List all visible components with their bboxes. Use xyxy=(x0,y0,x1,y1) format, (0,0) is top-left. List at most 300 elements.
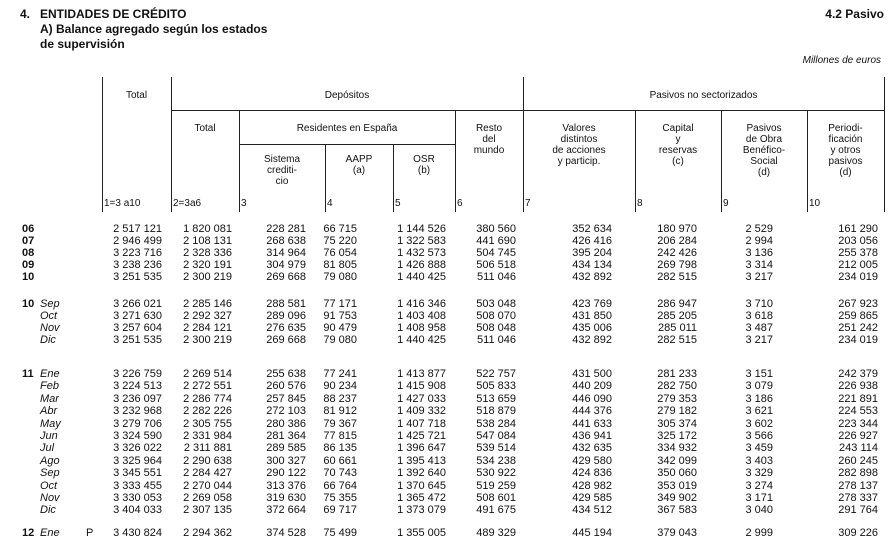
units-label: Millones de euros xyxy=(802,55,881,66)
table-row xyxy=(0,467,893,479)
table-row xyxy=(0,271,893,283)
row-month: Ene xyxy=(40,527,60,539)
subtitle-line-1: A) Balance agregado según los estados xyxy=(40,22,268,36)
header-periodificacion xyxy=(807,123,884,178)
cell-value: 3 618 xyxy=(745,310,773,322)
cell-value: 234 019 xyxy=(838,271,878,283)
cell-value: 440 209 xyxy=(572,380,612,393)
cell-value: 79 080 xyxy=(323,334,357,346)
cell-value: 2 300 219 xyxy=(183,271,232,283)
cell-value: 81 912 xyxy=(323,405,357,418)
cell-value: 325 172 xyxy=(657,430,697,442)
cell-value: 79 080 xyxy=(323,271,357,283)
cell-value: 3 136 xyxy=(745,247,773,259)
cell-value: 221 891 xyxy=(838,392,878,405)
cell-value: 279 353 xyxy=(657,392,697,405)
label-line: Capital xyxy=(662,123,694,134)
row-month: Nov xyxy=(40,322,60,334)
table-row xyxy=(0,455,893,467)
label-line: cio xyxy=(275,176,289,187)
cell-value: 69 717 xyxy=(323,504,357,517)
table-row xyxy=(0,504,893,516)
cell-value: 1 365 472 xyxy=(397,492,446,504)
header-capital xyxy=(635,123,721,167)
cell-value: 538 284 xyxy=(476,417,516,430)
cell-value: 242 426 xyxy=(657,247,697,259)
cell-value: 255 638 xyxy=(266,368,306,380)
cell-value: 436 941 xyxy=(572,430,612,442)
label-line: Sistema xyxy=(263,154,301,165)
cell-value: 3 274 xyxy=(745,479,773,492)
cell-value: 2 285 146 xyxy=(183,298,232,310)
label-line: distintos xyxy=(560,134,598,145)
row-year: 06 xyxy=(22,223,35,235)
cell-value: 334 932 xyxy=(657,442,697,455)
table-row xyxy=(0,235,893,247)
row-month: Oct xyxy=(40,310,58,322)
label-line: (b) xyxy=(417,165,431,176)
cell-value: 76 054 xyxy=(323,247,357,259)
column-number: 2=3a6 xyxy=(173,198,202,209)
cell-value: 251 242 xyxy=(838,322,878,334)
cell-value: 3 251 535 xyxy=(113,334,162,346)
cell-value: 90 479 xyxy=(323,322,357,334)
table-row xyxy=(0,259,893,271)
label-line: (d) xyxy=(839,167,852,178)
row-month: Ene xyxy=(40,368,60,380)
header-sistema-crediticio xyxy=(239,154,325,187)
row-month: Abr xyxy=(40,405,58,418)
cell-value: 441 690 xyxy=(476,235,516,247)
label-line: Benéfico- xyxy=(742,145,786,156)
cell-value: 2 292 327 xyxy=(183,310,232,322)
cell-value: 2 272 551 xyxy=(183,380,232,393)
cell-value: 431 850 xyxy=(572,310,612,322)
cell-value: 1 403 408 xyxy=(397,310,446,322)
row-month: Nov xyxy=(40,492,60,504)
row-month: Jul xyxy=(40,442,55,455)
label-line: y particip. xyxy=(557,156,601,167)
cell-value: 1 413 877 xyxy=(397,368,446,380)
cell-value: 228 281 xyxy=(266,223,306,235)
cell-value: 3 330 053 xyxy=(113,492,162,504)
row-month: Dic xyxy=(40,334,56,346)
row-year: 12 xyxy=(22,527,35,539)
cell-value: 349 902 xyxy=(657,492,697,504)
cell-value: 282 515 xyxy=(657,271,697,283)
cell-value: 3 404 033 xyxy=(113,504,162,517)
cell-value: 255 378 xyxy=(838,247,878,259)
cell-value: 428 982 xyxy=(572,479,612,492)
column-number: 10 xyxy=(809,198,821,209)
cell-value: 281 233 xyxy=(657,368,697,380)
cell-value: 3 345 551 xyxy=(113,467,162,480)
cell-value: 3 314 xyxy=(745,259,773,271)
cell-value: 2 328 336 xyxy=(183,247,232,259)
header-osr xyxy=(393,154,455,176)
cell-value: 423 769 xyxy=(572,298,612,310)
cell-value: 224 553 xyxy=(838,405,878,418)
cell-value: 2 284 121 xyxy=(183,322,232,334)
header-depositos: Depósitos xyxy=(324,90,370,101)
cell-value: 2 282 226 xyxy=(183,405,232,418)
cell-value: 1 392 640 xyxy=(397,467,446,480)
cell-value: 226 927 xyxy=(838,430,878,442)
cell-value: 491 675 xyxy=(476,504,516,517)
row-month: May xyxy=(40,417,61,430)
divider xyxy=(171,110,885,111)
cell-value: 431 500 xyxy=(572,368,612,380)
cell-value: 286 947 xyxy=(657,298,697,310)
label-line: y otros xyxy=(830,145,861,156)
cell-value: 2 300 219 xyxy=(183,334,232,346)
cell-value: 75 220 xyxy=(323,235,357,247)
cell-value: 3 151 xyxy=(745,368,773,380)
cell-value: 445 194 xyxy=(572,527,612,539)
row-month: Feb xyxy=(40,380,59,393)
cell-value: 282 898 xyxy=(838,467,878,480)
cell-value: 534 238 xyxy=(476,454,516,467)
label-line: de acciones xyxy=(552,145,606,156)
column-number: 4 xyxy=(327,198,333,209)
cell-value: 395 204 xyxy=(572,247,612,259)
cell-value: 511 046 xyxy=(477,334,516,346)
subtitle-line-2: de supervisión xyxy=(40,37,125,51)
cell-value: 539 514 xyxy=(476,442,516,455)
table-row xyxy=(0,430,893,442)
cell-value: 2 305 755 xyxy=(183,417,232,430)
cell-value: 2 294 362 xyxy=(183,527,232,539)
cell-value: 530 922 xyxy=(476,467,516,480)
table-row xyxy=(0,480,893,492)
cell-value: 285 205 xyxy=(657,310,697,322)
table-row xyxy=(0,310,893,322)
cell-value: 66 764 xyxy=(323,479,357,492)
label-line: AAPP xyxy=(345,154,373,165)
cell-value: 2 269 514 xyxy=(183,368,232,380)
cell-value: 2 290 638 xyxy=(183,454,232,467)
cell-value: 1 395 413 xyxy=(397,454,446,467)
table-row xyxy=(0,393,893,405)
header-aapp xyxy=(325,154,393,176)
cell-value: 3 602 xyxy=(745,417,773,430)
column-number: 5 xyxy=(395,198,401,209)
cell-value: 313 376 xyxy=(266,479,306,492)
label-line: Resto xyxy=(475,123,503,134)
cell-value: 289 096 xyxy=(266,310,306,322)
cell-value: 309 226 xyxy=(838,527,878,539)
label-line: mundo xyxy=(473,145,505,156)
cell-value: 1 373 079 xyxy=(397,504,446,517)
row-year: 09 xyxy=(22,259,35,271)
cell-value: 2 269 058 xyxy=(183,492,232,504)
cell-value: 522 757 xyxy=(476,368,516,380)
cell-value: 1 427 033 xyxy=(397,392,446,405)
cell-value: 319 630 xyxy=(266,492,306,504)
cell-value: 1 432 573 xyxy=(397,247,446,259)
column-number: 1=3 a10 xyxy=(104,198,141,209)
cell-value: 88 237 xyxy=(323,392,357,405)
label-line: Periodi- xyxy=(828,123,863,134)
cell-value: 3 333 455 xyxy=(113,479,162,492)
cell-value: 291 764 xyxy=(838,504,878,517)
row-month: Sep xyxy=(40,467,60,480)
cell-value: 424 836 xyxy=(572,467,612,480)
column-number: 6 xyxy=(457,198,463,209)
cell-value: 234 019 xyxy=(838,334,878,346)
cell-value: 77 241 xyxy=(323,368,357,380)
cell-value: 519 259 xyxy=(476,479,516,492)
label-line: OSR xyxy=(413,154,435,165)
cell-value: 304 979 xyxy=(266,259,306,271)
cell-value: 60 661 xyxy=(323,454,357,467)
table-row xyxy=(0,405,893,417)
cell-value: 3 079 xyxy=(745,380,773,393)
cell-value: 429 585 xyxy=(572,492,612,504)
cell-value: 242 379 xyxy=(838,368,878,380)
cell-value: 269 668 xyxy=(266,334,306,346)
divider xyxy=(239,144,455,145)
section-number: 4. xyxy=(20,7,31,21)
cell-value: 518 879 xyxy=(476,405,516,418)
cell-value: 444 376 xyxy=(572,405,612,418)
title: ENTIDADES DE CRÉDITO xyxy=(40,7,187,21)
row-month: Sep xyxy=(40,298,60,310)
cell-value: 372 664 xyxy=(266,504,306,517)
cell-value: 503 048 xyxy=(476,298,516,310)
cell-value: 3 326 022 xyxy=(113,442,162,455)
cell-value: 374 528 xyxy=(266,527,306,539)
cell-value: 257 845 xyxy=(266,392,306,405)
cell-value: 203 056 xyxy=(838,235,878,247)
row-month: Oct xyxy=(40,479,58,492)
table-row xyxy=(0,492,893,504)
cell-value: 280 386 xyxy=(266,417,306,430)
cell-value: 3 251 535 xyxy=(113,271,162,283)
cell-value: 1 415 908 xyxy=(397,380,446,393)
cell-value: 434 512 xyxy=(572,504,612,517)
cell-value: 432 635 xyxy=(572,442,612,455)
cell-value: 441 633 xyxy=(572,417,612,430)
cell-value: 352 634 xyxy=(572,223,612,235)
cell-value: 260 245 xyxy=(838,454,878,467)
cell-value: 547 084 xyxy=(476,430,516,442)
table-row xyxy=(0,418,893,430)
label-line: reservas xyxy=(658,145,698,156)
cell-value: 367 583 xyxy=(657,504,697,517)
header-obra-social xyxy=(721,123,807,178)
cell-value: 75 355 xyxy=(323,492,357,504)
cell-value: 350 060 xyxy=(657,467,697,480)
row-year: 10 xyxy=(22,298,35,310)
cell-value: 3 271 630 xyxy=(113,310,162,322)
cell-value: 3 217 xyxy=(745,334,773,346)
row-month: Dic xyxy=(40,504,56,517)
table-row xyxy=(0,380,893,392)
header-pasivos-no-sectorizados: Pasivos no sectorizados xyxy=(649,90,758,101)
cell-value: 1 355 005 xyxy=(397,527,446,539)
cell-value: 260 576 xyxy=(266,380,306,393)
cell-value: 504 745 xyxy=(476,247,516,259)
table-row xyxy=(0,368,893,380)
cell-value: 508 070 xyxy=(476,310,516,322)
cell-value: 3 223 716 xyxy=(113,247,162,259)
cell-value: 282 750 xyxy=(657,380,697,393)
cell-value: 3 324 590 xyxy=(113,430,162,442)
label-line: Valores xyxy=(562,123,596,134)
cell-value: 353 019 xyxy=(657,479,697,492)
cell-value: 243 114 xyxy=(839,442,878,455)
cell-value: 1 820 081 xyxy=(183,223,232,235)
cell-value: 513 659 xyxy=(476,392,516,405)
cell-value: 290 122 xyxy=(266,467,306,480)
cell-value: 432 892 xyxy=(572,334,612,346)
cell-value: 3 487 xyxy=(745,322,773,334)
cell-value: 3 257 604 xyxy=(113,322,162,334)
label-line: del xyxy=(482,134,496,145)
row-year: 10 xyxy=(22,271,35,283)
cell-value: 1 322 583 xyxy=(397,235,446,247)
cell-value: 3 171 xyxy=(745,492,773,504)
row-month: Mar xyxy=(40,392,59,405)
cell-value: 91 753 xyxy=(323,310,357,322)
label-line: (d) xyxy=(757,167,771,178)
cell-value: 305 374 xyxy=(657,417,697,430)
cell-value: 2 529 xyxy=(745,223,773,235)
cell-value: 3 279 706 xyxy=(113,417,162,430)
cell-value: 268 638 xyxy=(266,235,306,247)
cell-value: 1 370 645 xyxy=(397,479,446,492)
cell-value: 511 046 xyxy=(477,271,516,283)
cell-value: 288 581 xyxy=(266,298,306,310)
cell-value: 3 710 xyxy=(745,298,773,310)
cell-value: 429 580 xyxy=(572,454,612,467)
cell-value: 3 266 021 xyxy=(113,298,162,310)
cell-value: 212 005 xyxy=(838,259,878,271)
cell-value: 2 946 499 xyxy=(113,235,162,247)
cell-value: 2 307 135 xyxy=(183,504,232,517)
cell-value: 3 430 824 xyxy=(113,527,162,539)
label-line: (c) xyxy=(672,156,684,167)
cell-value: 1 416 346 xyxy=(397,298,446,310)
cell-value: 272 103 xyxy=(266,405,306,418)
label-line: Pasivos xyxy=(746,123,782,134)
cell-value: 1 440 425 xyxy=(397,271,446,283)
section-reference: 4.2 Pasivo xyxy=(825,7,884,21)
cell-value: 426 416 xyxy=(572,235,612,247)
column-number: 3 xyxy=(241,198,247,209)
cell-value: 434 134 xyxy=(572,259,612,271)
cell-value: 314 964 xyxy=(266,247,306,259)
cell-value: 269 798 xyxy=(657,259,697,271)
cell-value: 2 999 xyxy=(745,527,773,539)
table-row xyxy=(0,442,893,454)
cell-value: 1 144 526 xyxy=(397,223,446,235)
label-line: pasivos xyxy=(828,156,863,167)
row-year: 11 xyxy=(22,368,34,380)
cell-value: 226 938 xyxy=(838,380,878,393)
cell-value: 2 994 xyxy=(745,235,773,247)
label-line: crediti- xyxy=(266,165,297,176)
cell-value: 2 311 881 xyxy=(183,442,232,455)
divider xyxy=(884,77,885,212)
row-year: 07 xyxy=(22,235,35,247)
table-row xyxy=(0,322,893,334)
cell-value: 1 396 647 xyxy=(397,442,446,455)
cell-value: 66 715 xyxy=(323,223,357,235)
cell-value: 3 236 097 xyxy=(113,392,162,405)
cell-value: 90 234 xyxy=(323,380,357,393)
cell-value: 86 135 xyxy=(323,442,357,455)
cell-value: 79 367 xyxy=(323,417,357,430)
table-row xyxy=(0,247,893,259)
cell-value: 3 459 xyxy=(745,442,773,455)
table-row xyxy=(0,223,893,235)
cell-value: 3 403 xyxy=(745,454,773,467)
row-month: Jun xyxy=(40,430,58,442)
cell-value: 2 270 044 xyxy=(183,479,232,492)
cell-value: 3 566 xyxy=(745,430,773,442)
cell-value: 269 668 xyxy=(266,271,306,283)
cell-value: 3 224 513 xyxy=(113,380,162,393)
cell-value: 259 865 xyxy=(838,310,878,322)
cell-value: 2 320 191 xyxy=(183,259,232,271)
cell-value: 3 226 759 xyxy=(113,368,162,380)
cell-value: 380 560 xyxy=(476,223,516,235)
cell-value: 1 426 888 xyxy=(397,259,446,271)
cell-value: 435 006 xyxy=(572,322,612,334)
cell-value: 379 043 xyxy=(657,527,697,539)
cell-value: 508 601 xyxy=(476,492,516,504)
cell-value: 81 805 xyxy=(323,259,357,271)
label-line: y xyxy=(675,134,681,145)
cell-value: 267 923 xyxy=(838,298,878,310)
header-valores xyxy=(523,123,635,167)
cell-value: 2 517 121 xyxy=(113,223,162,235)
cell-value: 279 182 xyxy=(657,405,697,418)
cell-value: 3 621 xyxy=(745,405,773,418)
cell-value: 70 743 xyxy=(323,467,357,480)
row-flag: P xyxy=(86,527,94,539)
row-month: Ago xyxy=(40,454,60,467)
cell-value: 206 284 xyxy=(657,235,697,247)
table-row xyxy=(0,298,893,310)
cell-value: 432 892 xyxy=(572,271,612,283)
cell-value: 281 364 xyxy=(266,430,306,442)
label-line: (a) xyxy=(352,165,366,176)
cell-value: 489 329 xyxy=(476,527,516,539)
cell-value: 180 970 xyxy=(657,223,697,235)
cell-value: 342 099 xyxy=(657,454,697,467)
cell-value: 161 290 xyxy=(838,223,878,235)
cell-value: 77 171 xyxy=(323,298,357,310)
page-title xyxy=(40,7,267,52)
cell-value: 3 325 964 xyxy=(113,454,162,467)
label-line: ficación xyxy=(828,134,863,145)
column-number: 9 xyxy=(723,198,729,209)
cell-value: 3 238 236 xyxy=(113,259,162,271)
cell-value: 508 048 xyxy=(476,322,516,334)
cell-value: 3 232 968 xyxy=(113,405,162,418)
column-number: 7 xyxy=(525,198,531,209)
table-row xyxy=(0,334,893,346)
header-resto-mundo xyxy=(455,123,523,156)
cell-value: 2 331 984 xyxy=(183,430,232,442)
cell-value: 2 108 131 xyxy=(183,235,232,247)
cell-value: 75 499 xyxy=(323,527,357,539)
row-year: 08 xyxy=(22,247,35,259)
label-line: de Obra xyxy=(745,134,783,145)
